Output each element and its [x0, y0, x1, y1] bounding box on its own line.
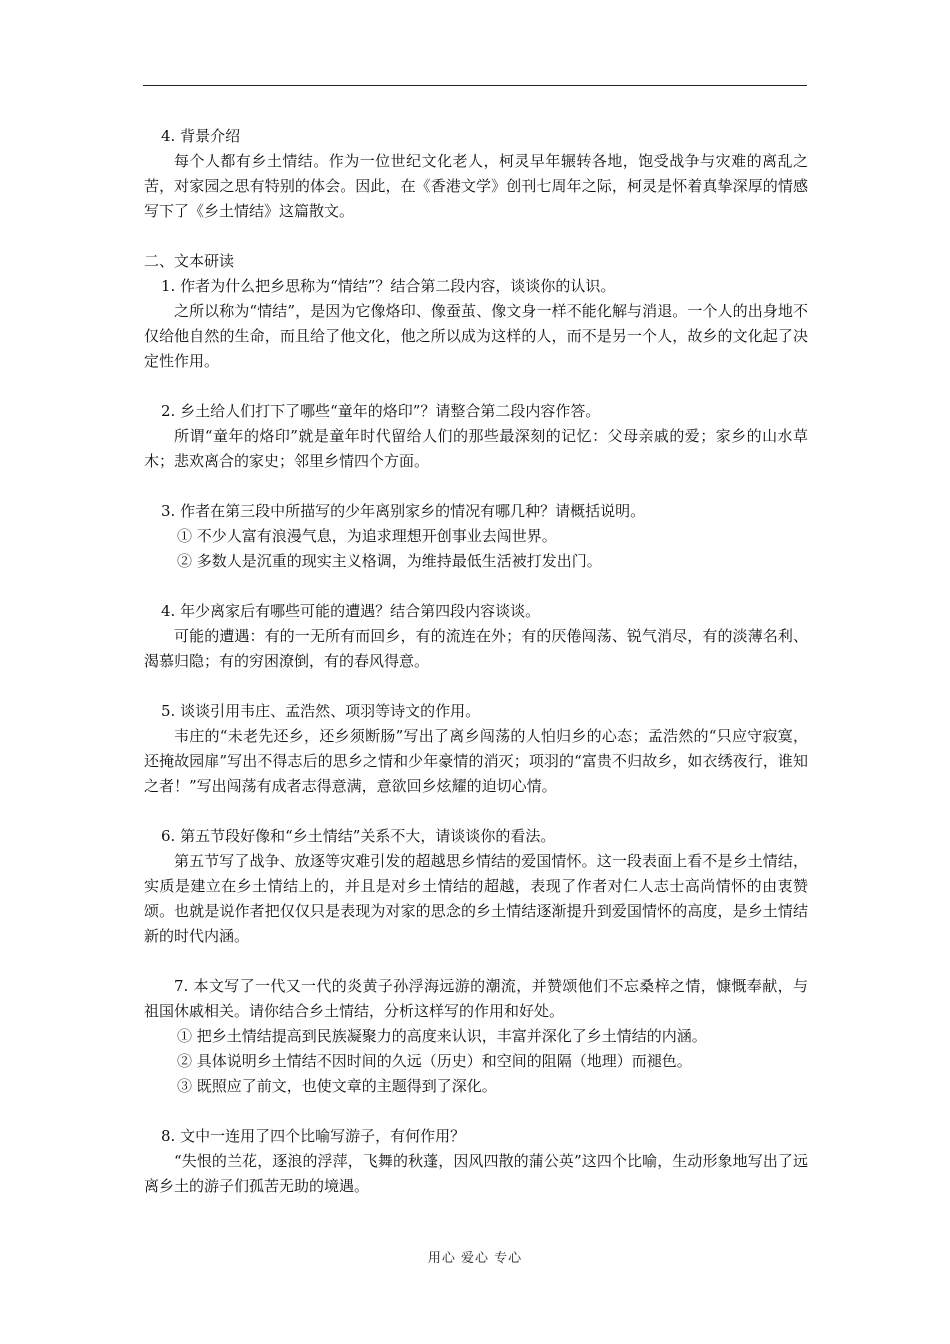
spacer: [144, 674, 808, 699]
answer-4: 可能的遭遇：有的一无所有而回乡，有的流连在外；有的厌倦闯荡、锐气消尽，有的淡薄名利、渴慕归隐；有的穷困潦倒，有的春风得意。: [144, 627, 808, 670]
answer-1: 之所以称为“情结”，是因为它像烙印、像蚕茧、像文身一样不能化解与消退。一个人的出身地不仅给他自然的生命，而且给了他文化，他之所以成为这样的人，而不是另一个人，故乡的文化起了决定性作用。: [144, 302, 808, 370]
answer-3-item: ① 不少人富有浪漫气息，为追求理想开创事业去闯世界。: [177, 527, 557, 545]
spacer: [144, 949, 808, 974]
spacer: [144, 224, 808, 249]
answer-5: 韦庄的“未老先还乡，还乡须断肠”写出了离乡闯荡的人怕归乡的心态；孟浩然的“只应守寂寞，还掩故园扉”写出不得志后的思乡之情和少年豪情的消灭；项羽的“富贵不归故乡，如衣绣夜行，谁知之者！”写出闯荡有成者志得意满，意欲回乡炫耀的迫切心情。: [144, 727, 808, 795]
question-2: 2. 乡土给人们打下了哪些“童年的烙印”？请整合第二段内容作答。: [161, 402, 601, 420]
document-body: [144, 124, 808, 1199]
answer-2: 所谓“童年的烙印”就是童年时代留给人们的那些最深刻的记忆：父母亲戚的爱；家乡的山水草木；悲欢离合的家史；邻里乡情四个方面。: [144, 427, 808, 470]
answer-6: 第五节写了战争、放逐等灾难引发的超越思乡情结的爱国情怀。这一段表面上看不是乡土情结，实质是建立在乡土情结上的，并且是对乡土情结的超越，表现了作者对仁人志士高尚情怀的由衷赞颂。也就是说作者把仅仅只是表现为对家的思念的乡土情结逐渐提升到爱国情怀的高度，是乡土情结新的时代内涵。: [144, 852, 808, 945]
answer-7-item: ③ 既照应了前文，也使文章的主题得到了深化。: [177, 1077, 497, 1095]
spacer: [144, 474, 808, 499]
question-3: 3. 作者在第三段中所描写的少年离别家乡的情况有哪几种？请概括说明。: [161, 502, 646, 520]
question-7: 7. 本文写了一代又一代的炎黄子孙浮海远游的潮流，并赞颂他们不忘桑梓之情，慷慨奉献，与祖国休戚相关。请你结合乡土情结，分析这样写的作用和好处。: [144, 977, 808, 1020]
spacer: [144, 1099, 808, 1124]
spacer: [144, 574, 808, 599]
spacer: [144, 799, 808, 824]
question-5: 5. 谈谈引用韦庄、孟浩然、项羽等诗文的作用。: [161, 702, 481, 720]
answer-7-item: ② 具体说明乡土情结不因时间的久远（历史）和空间的阻隔（地理）而褪色。: [177, 1052, 692, 1070]
header-rule: [143, 85, 807, 86]
background-paragraph: 每个人都有乡土情结。作为一位世纪文化老人，柯灵早年辗转各地，饱受战争与灾难的离乱之苦，对家园之思有特别的体会。因此，在《香港文学》创刊七周年之际，柯灵是怀着真挚深厚的情感写下了《乡土情结》这篇散文。: [144, 152, 808, 220]
question-1: 1. 作者为什么把乡思称为“情结”？结合第二段内容，谈谈你的认识。: [161, 277, 616, 295]
answer-7-item: ① 把乡土情结提高到民族凝聚力的高度来认识，丰富并深化了乡土情结的内涵。: [177, 1027, 707, 1045]
answer-8: “失恨的兰花，逐浪的浮萍，飞舞的秋蓬，因风四散的蒲公英”这四个比喻，生动形象地写出了远离乡土的游子们孤苦无助的境遇。: [144, 1152, 808, 1195]
section-heading-text-study: 二、文本研读: [144, 252, 235, 270]
question-6: 6. 第五节段好像和“乡土情结”关系不大，请谈谈你的看法。: [161, 827, 556, 845]
question-4: 4. 年少离家后有哪些可能的遭遇？结合第四段内容谈谈。: [161, 602, 541, 620]
question-8: 8. 文中一连用了四个比喻写游子，有何作用？: [161, 1127, 466, 1145]
spacer: [144, 374, 808, 399]
background-heading: 4. 背景介绍: [161, 127, 241, 145]
page-footer: 用心 爱心 专心: [427, 1251, 523, 1266]
answer-3-item: ② 多数人是沉重的现实主义格调，为维持最低生活被打发出门。: [177, 552, 602, 570]
